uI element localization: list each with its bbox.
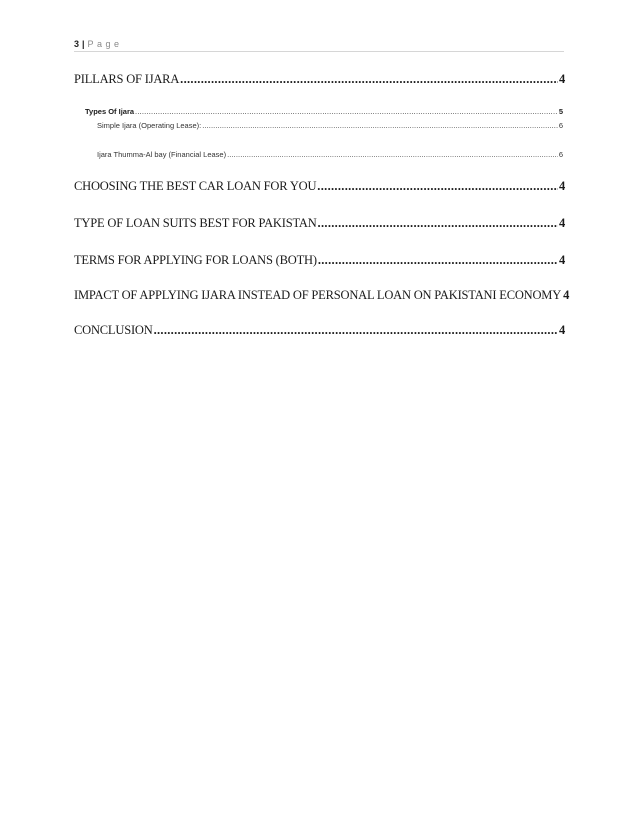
toc-dot-leader	[318, 253, 558, 268]
toc-entry-page: 6	[558, 121, 563, 130]
toc-entry-choosing-best-car-loan[interactable]	[74, 179, 565, 194]
toc-entry-types-of-ijara[interactable]	[85, 107, 563, 116]
toc-entry-page: 4	[558, 253, 565, 267]
toc-entry-page: 4	[558, 179, 565, 193]
toc-entry-title: CONCLUSION	[74, 323, 153, 337]
page-header	[74, 38, 564, 50]
header-page-number: 3	[74, 39, 80, 49]
toc-dot-leader	[135, 107, 558, 116]
toc-entry-title: IMPACT OF APPLYING IJARA INSTEAD OF PERSONAL LOAN ON PAKISTANI ECONOMY	[74, 288, 562, 302]
toc-entry-title: TERMS FOR APPLYING FOR LOANS (BOTH)	[74, 253, 317, 267]
toc-dot-leader	[227, 150, 558, 159]
toc-entry-type-of-loan[interactable]	[74, 216, 565, 231]
toc-entry-page: 6	[558, 150, 563, 159]
toc-entry-page: 4	[563, 288, 570, 302]
toc-dot-leader	[317, 179, 558, 194]
toc-entry-pillars-of-ijara[interactable]	[74, 72, 565, 87]
toc-dot-leader	[202, 121, 558, 130]
header-divider	[74, 51, 564, 52]
toc-entry-title: CHOOSING THE BEST CAR LOAN FOR YOU	[74, 179, 317, 193]
toc-dot-leader	[154, 323, 558, 338]
header-page-word: Page	[87, 39, 123, 49]
toc-entry-ijara-thumma-al-bay[interactable]	[97, 150, 563, 159]
toc-entry-terms-for-applying[interactable]	[74, 253, 565, 268]
toc-entry-conclusion[interactable]	[74, 323, 565, 338]
header-separator: |	[82, 39, 85, 49]
toc-entry-title: Types Of Ijara	[85, 107, 135, 116]
toc-entry-impact-of-ijara[interactable]	[74, 288, 570, 303]
toc-entry-title: Simple Ijara (Operating Lease):	[97, 121, 202, 130]
toc-dot-leader	[180, 72, 558, 87]
toc-entry-title: Ijara Thumma-Al bay (Financial Lease)	[97, 150, 227, 159]
toc-entry-page: 5	[558, 107, 563, 116]
toc-dot-leader	[318, 216, 558, 231]
toc-entry-page: 4	[558, 216, 565, 230]
toc-entry-page: 4	[558, 323, 565, 337]
toc-entry-title: TYPE OF LOAN SUITS BEST FOR PAKISTAN	[74, 216, 317, 230]
toc-entry-simple-ijara[interactable]	[97, 121, 563, 130]
toc-entry-page: 4	[558, 72, 565, 86]
toc-entry-title: PILLARS OF IJARA	[74, 72, 180, 86]
